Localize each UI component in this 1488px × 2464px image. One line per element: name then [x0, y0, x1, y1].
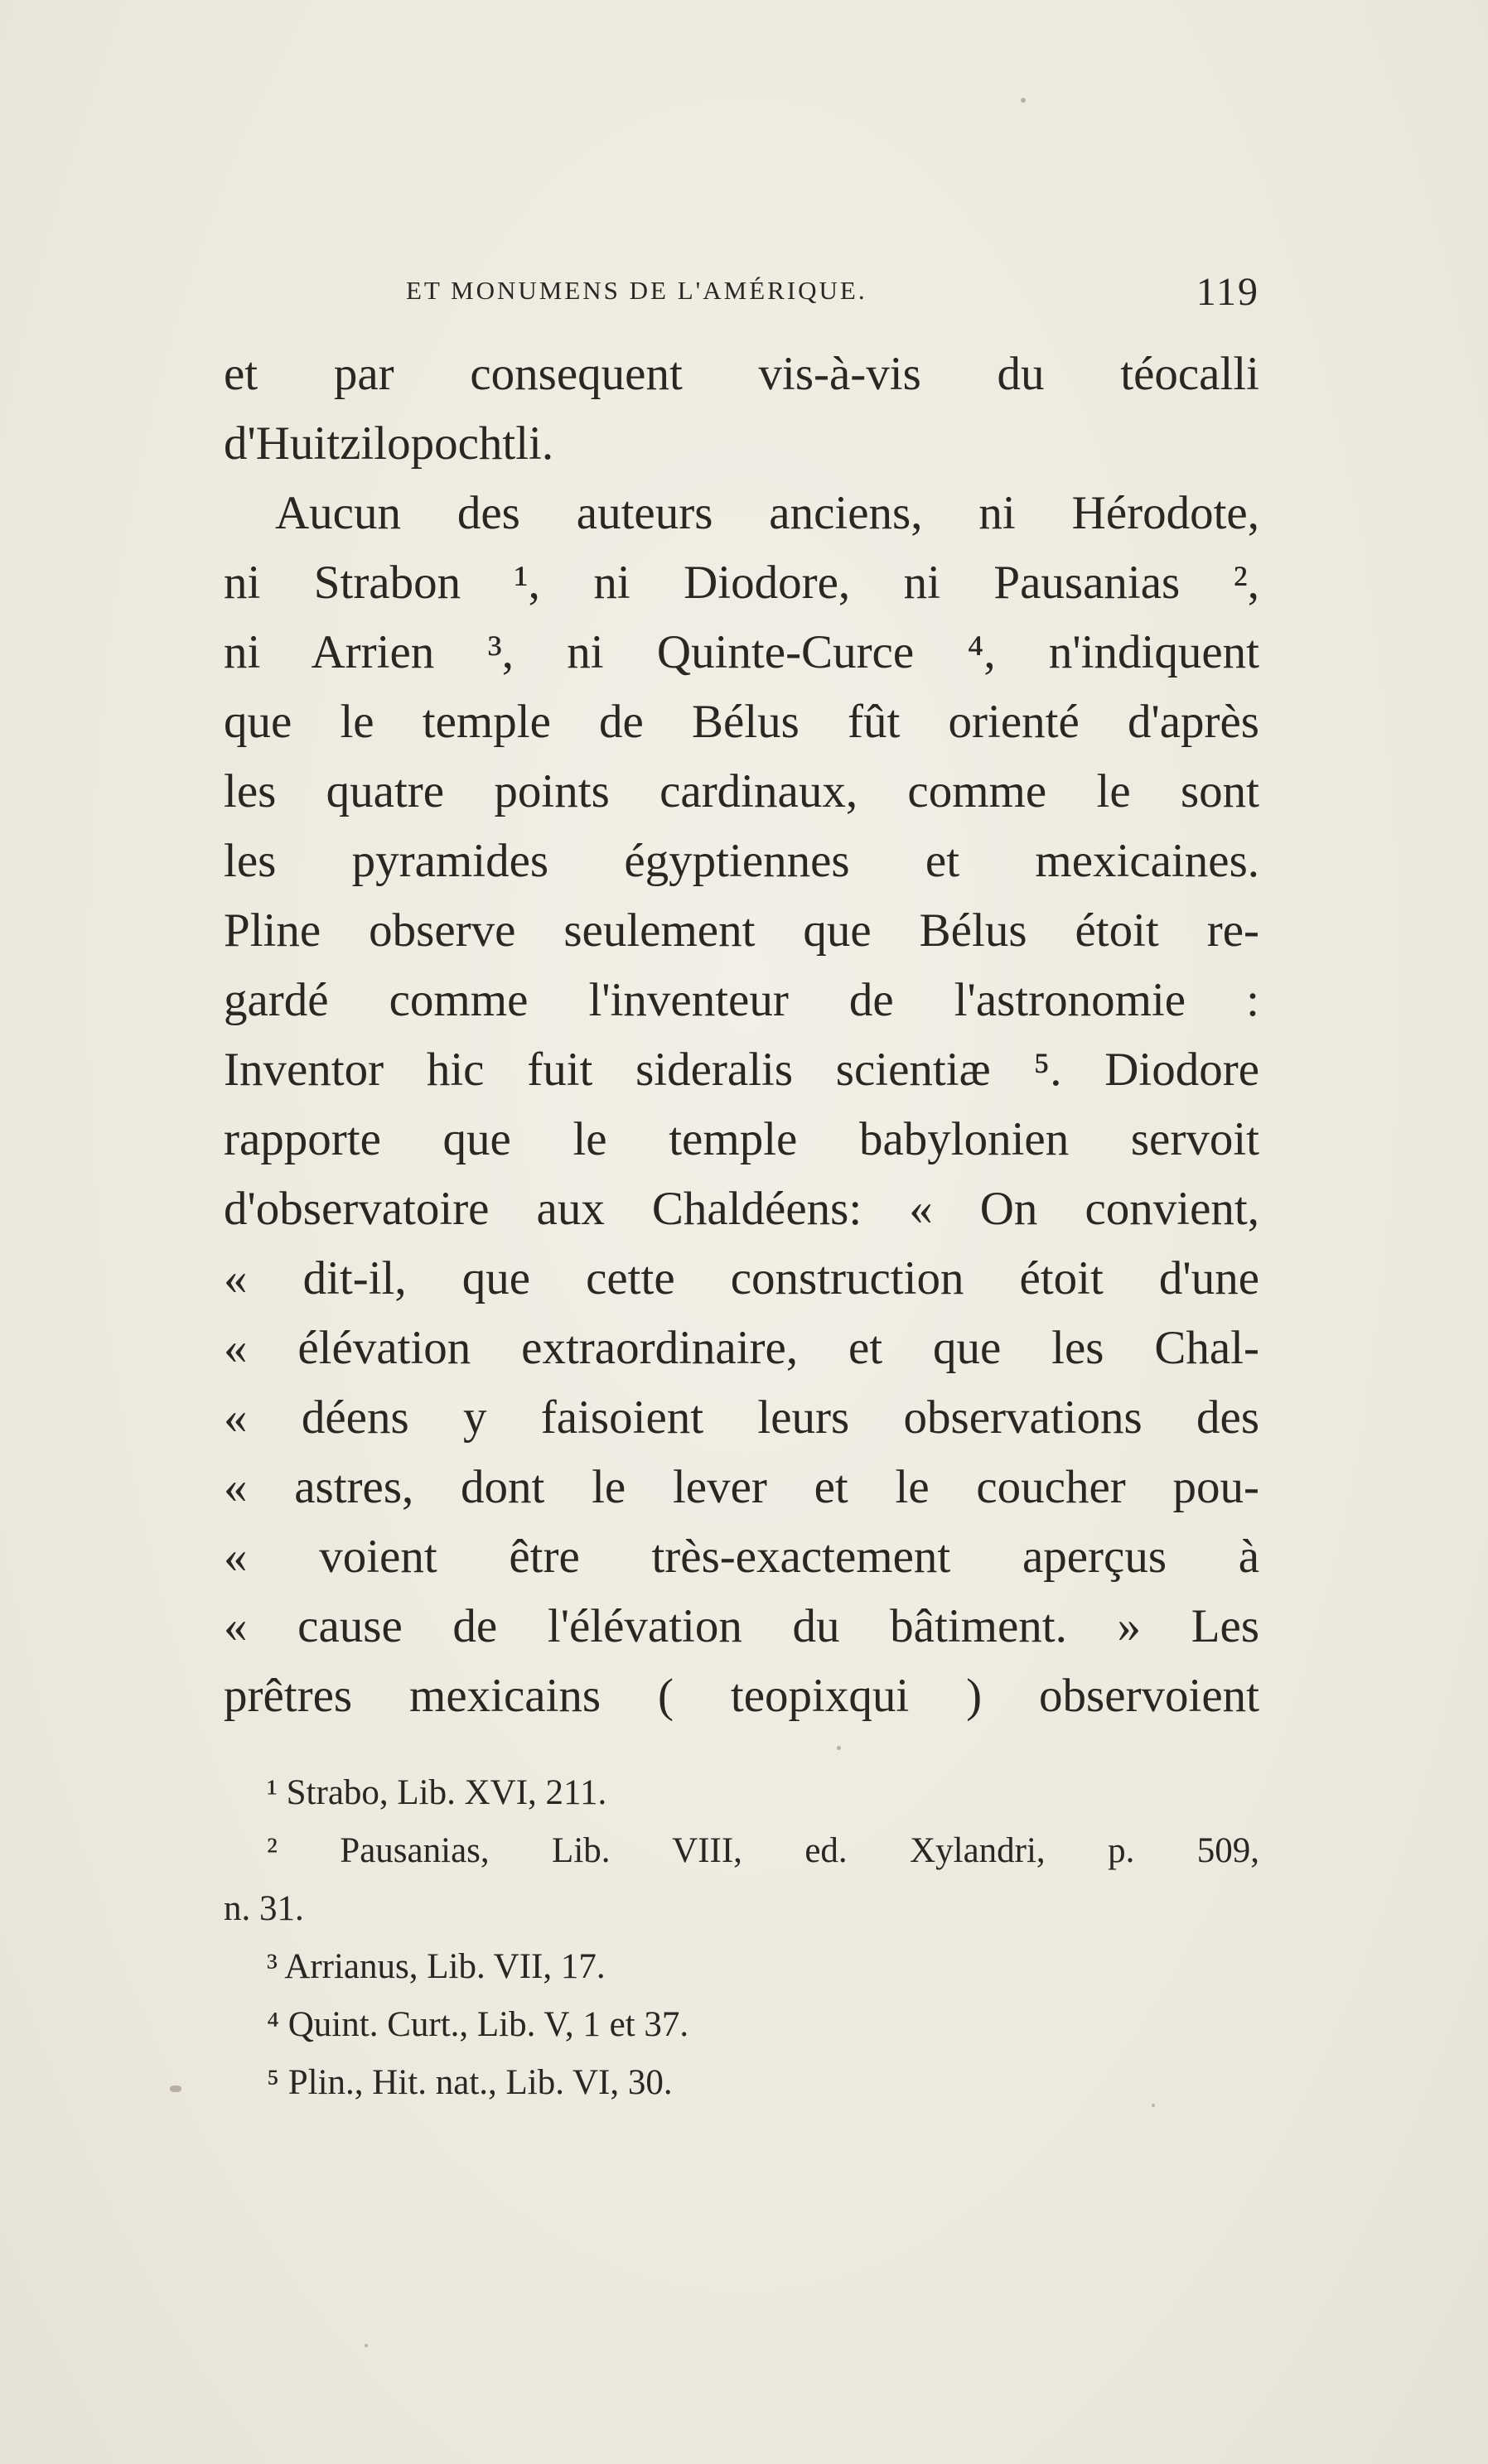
footnote-5: ⁵ Plin., Hit. nat., Lib. VI, 30.	[267, 2063, 673, 2102]
body-line: d'observatoire aux Chaldéens: « On convient,	[224, 1183, 1259, 1235]
paper-speck	[170, 2085, 181, 2092]
footnote-2: ² Pausanias, Lib. VIII, ed. Xylandri, p. 509,	[267, 1831, 1259, 1870]
body-line: Pline observe seulement que Bélus étoit re-	[224, 904, 1259, 957]
paper-speck	[1152, 2104, 1155, 2107]
body-line: ni Arrien ³, ni Quinte-Curce ⁴, n'indiquent	[224, 626, 1259, 678]
body-line: prêtres mexicains ( teopixqui ) observoient	[224, 1670, 1259, 1722]
body-line: « astres, dont le lever et le coucher pou-	[224, 1461, 1259, 1513]
body-line: « déens y faisoient leurs observations des	[224, 1391, 1259, 1444]
body-line: « voient être très-exactement aperçus à	[224, 1531, 1259, 1583]
body-line: les pyramides égyptiennes et mexicaines.	[224, 835, 1259, 887]
body-line: les quatre points cardinaux, comme le sont	[224, 765, 1259, 817]
paper-speck	[1021, 98, 1026, 103]
footnote-3: ³ Arrianus, Lib. VII, 17.	[267, 1947, 606, 1986]
paper-speck	[365, 2344, 368, 2347]
page-number: 119	[1196, 270, 1259, 314]
body-line: Aucun des auteurs anciens, ni Hérodote,	[275, 487, 1259, 539]
body-line: « cause de l'élévation du bâtiment. » Les	[224, 1600, 1259, 1652]
running-head-title: ET MONUMENS DE L'AMÉRIQUE.	[406, 276, 867, 305]
body-line: ni Strabon ¹, ni Diodore, ni Pausanias ²,	[224, 557, 1259, 609]
body-text	[224, 340, 1259, 1731]
body-line: gardé comme l'inventeur de l'astronomie :	[224, 974, 1259, 1026]
paper-speck	[837, 1746, 841, 1750]
running-head	[406, 269, 1259, 319]
footnote-1: ¹ Strabo, Lib. XVI, 211.	[267, 1773, 607, 1812]
body-line: d'Huitzilopochtli.	[224, 417, 554, 470]
body-line: que le temple de Bélus fût orienté d'après	[224, 696, 1259, 748]
body-line: « élévation extraordinaire, et que les Chal-	[224, 1322, 1259, 1374]
footnotes	[224, 1764, 1259, 2112]
body-line: et par consequent vis-à-vis du téocalli	[224, 348, 1259, 400]
footnote-4: ⁴ Quint. Curt., Lib. V, 1 et 37.	[267, 2005, 689, 2044]
footnote-2-continued: n. 31.	[224, 1889, 304, 1928]
body-line: « dit-il, que cette construction étoit d'une	[224, 1252, 1259, 1304]
body-line: rapporte que le temple babylonien servoit	[224, 1113, 1259, 1165]
body-line: Inventor hic fuit sideralis scientiæ ⁵. Diodore	[224, 1044, 1259, 1096]
